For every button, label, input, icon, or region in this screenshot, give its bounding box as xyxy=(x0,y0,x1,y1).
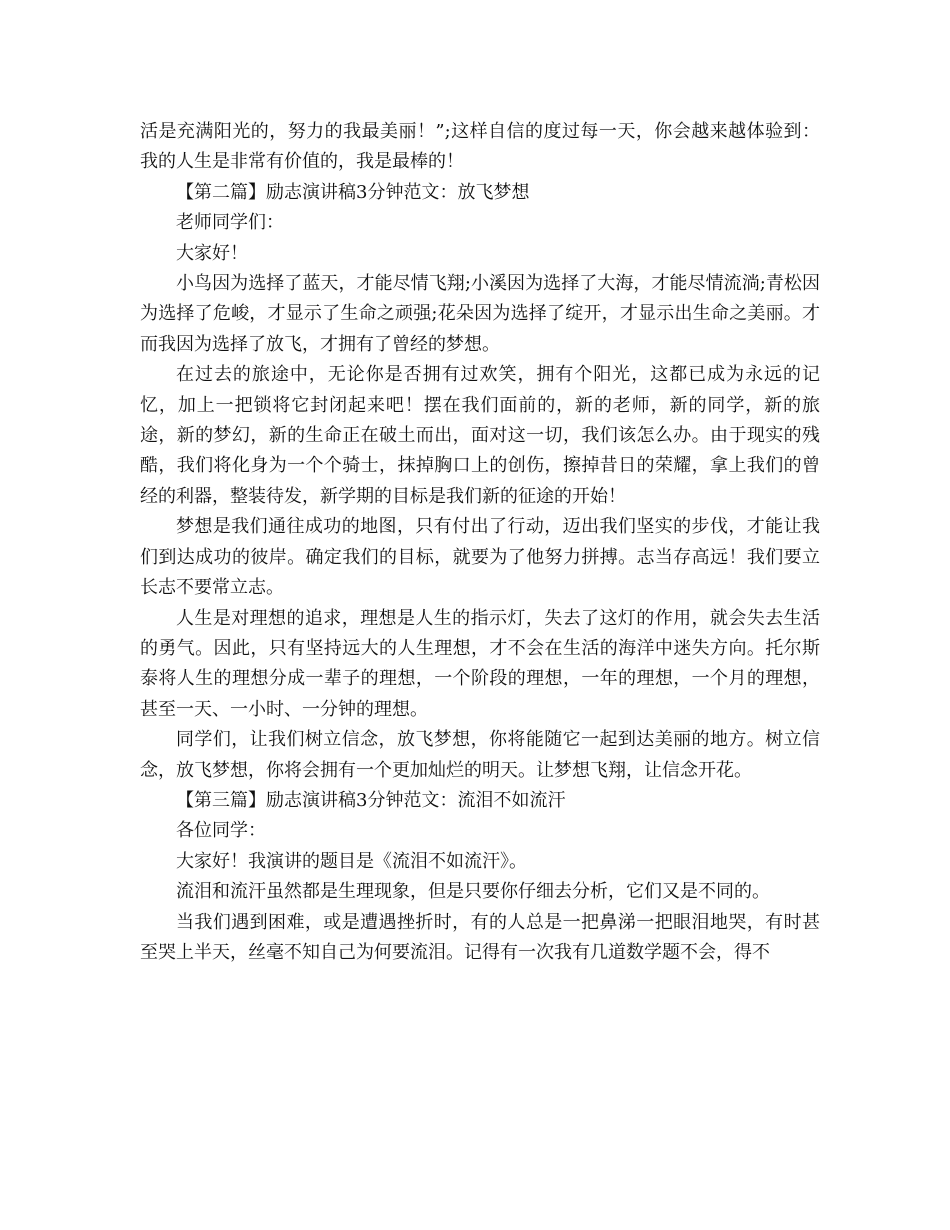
salutation: 各位同学： xyxy=(176,820,266,842)
paragraph: 人生是对理想的追求，理想是人生的指示灯，失去了这灯的作用，就会失去生活的勇气。因此，只有坚持远大的人生理想，才不会在生活的海洋中迷失方向。托尔斯泰将人生的理想分成一辈子的理想，一个阶段的理想，一年的理想，一个月的理想，甚至一天、一小时、一分钟的理想。 xyxy=(140,607,820,720)
salutation: 老师同学们： xyxy=(176,212,284,234)
paragraph: 小鸟因为选择了蓝天，才能尽情飞翔;小溪因为选择了大海，才能尽情流淌;青松因为选择了危峻，才显示了生命之顽强;花朵因为选择了绽开，才显示出生命之美丽。才而我因为选择了放飞，才拥有了曾经的梦想。 xyxy=(140,273,820,355)
paragraph: 当我们遇到困难，或是遭遇挫折时，有的人总是一把鼻涕一把眼泪地哭，有时甚至哭上半天，丝毫不知自己为何要流泪。记得有一次我有几道数学题不会，得不 xyxy=(140,911,820,963)
section-heading-2: 【第二篇】励志演讲稿3分钟范文：放飞梦想 xyxy=(176,181,530,203)
document-body xyxy=(140,117,820,968)
paragraph: 在过去的旅途中，无论你是否拥有过欢笑，拥有个阳光，这都已成为永远的记忆，加上一把锁将它封闭起来吧！摆在我们面前的，新的老师，新的同学，新的旅途，新的梦幻，新的生命正在破土而出，面对这一切，我们该怎么办。由于现实的残酷，我们将化身为一个个骑士，抹掉胸口上的创伤，擦掉昔日的荣耀，拿上我们的曾经的利器，整装待发，新学期的目标是我们新的征途的开始！ xyxy=(140,364,820,507)
paragraph: 梦想是我们通往成功的地图，只有付出了行动，迈出我们坚实的步伐，才能让我们到达成功的彼岸。确定我们的目标，就要为了他努力拼搏。志当存高远！我们要立长志不要常立志。 xyxy=(140,516,820,599)
paragraph: 流泪和流汗虽然都是生理现象，但是只要你仔细去分析，它们又是不同的。 xyxy=(176,881,770,903)
greeting: 大家好！ xyxy=(176,242,248,264)
section-heading-3: 【第三篇】励志演讲稿3分钟范文：流泪不如流汗 xyxy=(176,789,566,811)
paragraph: 同学们，让我们树立信念，放飞梦想，你将能随它一起到达美丽的地方。树立信念，放飞梦想，你将会拥有一个更加灿烂的明天。让梦想飞翔，让信念开花。 xyxy=(140,729,820,781)
greeting: 大家好！我演讲的题目是《流泪不如流汗》。 xyxy=(176,850,527,872)
paragraph-continuation: 活是充满阳光的，努力的我最美丽！”;这样自信的度过每一天，你会越来越体验到：我的人生是非常有价值的，我是最棒的！ xyxy=(140,121,820,173)
